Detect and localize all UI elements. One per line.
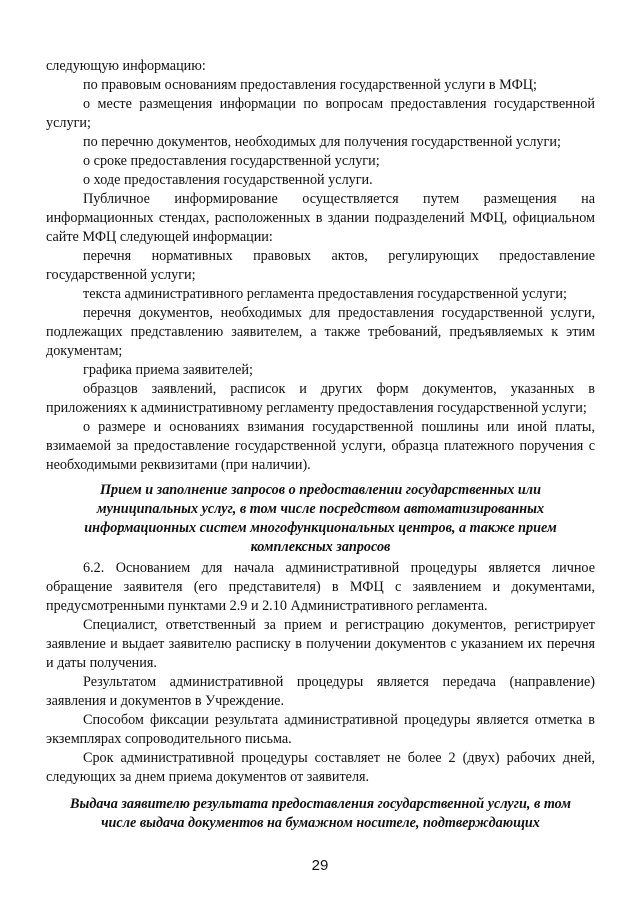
list-item: о размере и основаниях взимания государственной пошлины или иной платы, взимаемой за предоставление государственной услуги, образца платежного поручения с необходимыми реквизитами (при наличии). — [46, 419, 595, 473]
heading-line: информационных систем многофункциональных центров, а также прием — [84, 520, 557, 536]
paragraph: Результатом административной процедуры является передача (направление) заявления и документов в Учреждение. — [46, 674, 595, 709]
list-item: о ходе предоставления государственной услуги. — [83, 172, 373, 188]
paragraph: следующую информацию: — [46, 58, 206, 74]
heading-line: числе выдача документов на бумажном носителе, подтверждающих — [101, 815, 540, 831]
list-item: по перечню документов, необходимых для получения государственной услуги; — [83, 134, 561, 150]
paragraph: Специалист, ответственный за прием и регистрацию документов, регистрирует заявление и выдает заявителю расписку в получении документов с указанием их перечня и даты получения. — [46, 617, 595, 671]
section-heading-reception — [46, 481, 595, 557]
list-item: текста административного регламента предоставления государственной услуги; — [83, 286, 567, 302]
page-number: 29 — [311, 857, 329, 874]
heading-line: комплексных запросов — [250, 539, 391, 555]
heading-line: Выдача заявителю результата предоставления государственной услуги, в том — [70, 796, 571, 812]
list-item: перечня нормативных правовых актов, регулирующих предоставление государственной услуги; — [46, 248, 595, 283]
list-item: графика приема заявителей; — [83, 362, 253, 378]
document-page — [46, 57, 595, 835]
paragraph: Публичное информирование осуществляется путем размещения на информационных стендах, расположенных в здании подразделений МФЦ, официальном сайте МФЦ следующей информации: — [46, 191, 595, 245]
heading-line: муниципальных услуг, в том числе посредством автоматизированных — [96, 501, 545, 517]
list-item: о месте размещения информации по вопросам предоставления государственной услуги; — [46, 96, 595, 131]
heading-line: Прием и заполнение запросов о предоставлении государственных или — [100, 482, 541, 498]
paragraph: Способом фиксации результата административной процедуры является отметка в экземплярах сопроводительного письма. — [46, 712, 595, 747]
list-item: образцов заявлений, расписок и других форм документов, указанных в приложениях к административному регламенту предоставления государственной услуги; — [46, 381, 595, 416]
section-heading-result-issuance — [46, 795, 595, 833]
list-item: о сроке предоставления государственной услуги; — [83, 153, 380, 169]
paragraph: 6.2. Основанием для начала административной процедуры является личное обращение заявителя (его представителя) в МФЦ с заявлением и документами, предусмотренными пунктами 2.9 и 2.10 Административного регламента. — [46, 560, 595, 614]
paragraph: Срок административной процедуры составляет не более 2 (двух) рабочих дней, следующих за днем приема документов от заявителя. — [46, 750, 595, 785]
list-item: перечня документов, необходимых для предоставления государственной услуги, подлежащих представлению заявителем, а также требований, предъявляемых к этим документам; — [46, 305, 595, 359]
list-item: по правовым основаниям предоставления государственной услуги в МФЦ; — [83, 77, 537, 93]
